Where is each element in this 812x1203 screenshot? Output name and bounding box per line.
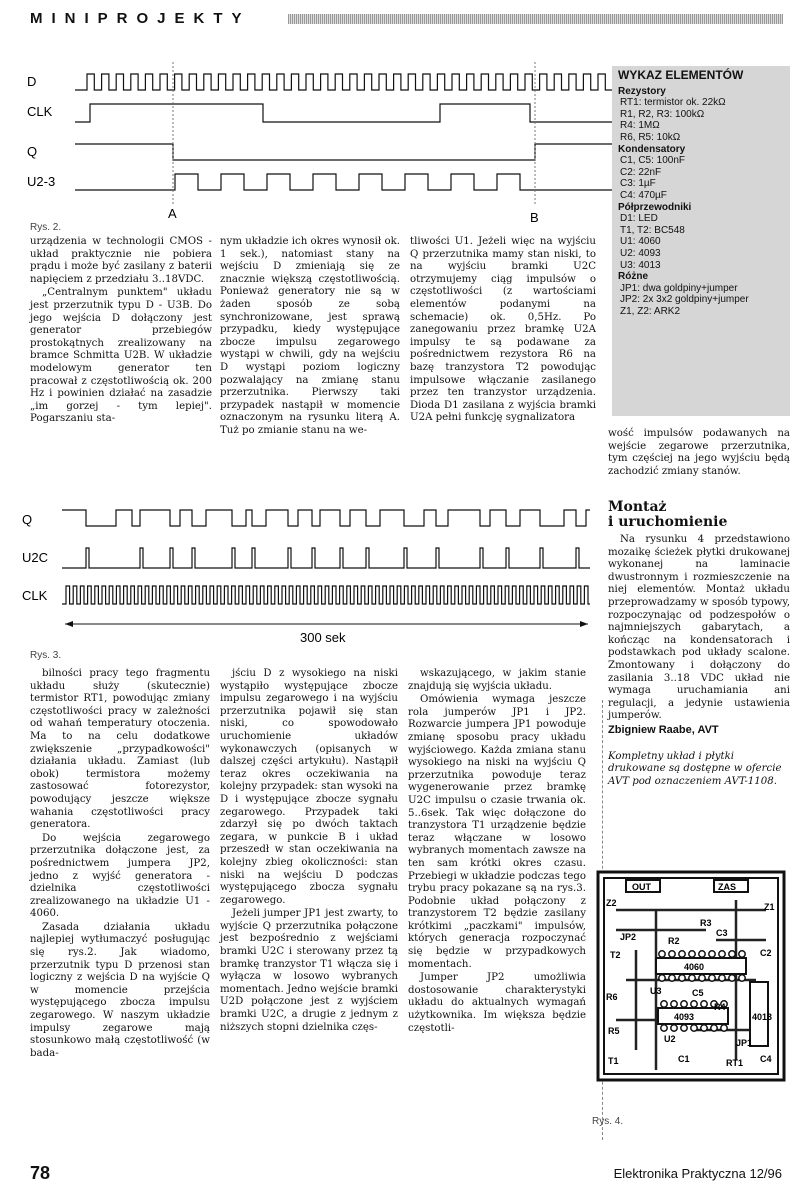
parts-item: U3: 4013 [620, 259, 661, 271]
pcb-label: RT1 [726, 1058, 744, 1068]
pad [739, 975, 745, 981]
pad [681, 1025, 687, 1031]
parts-category: Różne [618, 271, 648, 283]
pcb-label: Z2 [606, 898, 617, 908]
pad [719, 975, 725, 981]
signal-label: CLK [22, 588, 48, 603]
montaz-title-2: i uruchomienie [608, 514, 728, 530]
pcb-label: 4093 [674, 1012, 695, 1022]
parts-category: Rezystory [618, 85, 666, 97]
fig3-caption: Rys. 3. [30, 650, 62, 661]
signal-clk [62, 586, 590, 604]
paragraph: bilności pracy tego fragmentu układu służy (skutecznie) termistor RT1, powodując zmiany częstotliwości pracy w zależności od wahań temperatury otoczenia. Ma to na celu dodatkowe zwiększenie „przypadkowości" działania układu. Zamiast (lub obok) termistora możemy zastosować fotorezystor, powodujący jeszcze większe wahania częstotliwości pracy generatora. [30, 668, 210, 831]
pad [671, 1025, 677, 1031]
parts-item: U1: 4060 [620, 236, 661, 248]
signal-label: U2-3 [27, 174, 56, 189]
pad [701, 1025, 707, 1031]
pcb-label: 4013 [752, 1012, 773, 1022]
pcb-label: 4060 [684, 962, 705, 972]
column-4-montaz [608, 500, 790, 789]
parts-list [612, 66, 790, 416]
pad [679, 975, 685, 981]
pad [719, 951, 725, 957]
parts-item: R4: 1MΩ [620, 120, 660, 132]
signal-label: D [27, 74, 37, 89]
paragraph: jściu D z wysokiego na niski wystąpiło występujące zbocze impulsu zegarowego i na wyjściu przerzutnika pojawił się stan niski, co spowodowało uruchomienie układów wykonawczych (opisanych w dalszej części artykułu). Nastąpił teraz okres oczekiwania na kolejny przypadek: stan wysoki na D i występujące zbocze sygnału zegarowego. Przypadek taki zdarzył się po dwóch taktach zegara, w punkcie B i układ przeszedł w stan oczekiwania na kolejny zbieg okoliczności: stan niski na wejściu D podczas występującego zbocza sygnału zegarowego. [220, 668, 398, 906]
paragraph: nym układzie ich okres wynosił ok. 1 sek.), natomiast stany na wejściu D zmieniają się ze znacznie większą częstotliwością. Ponieważ generatory nie są w żaden sposób ze sobą synchronizowane, jest sprawą przypadku, kiedy występujące zbocze impulsu zegarowego wystąpi w chwili, gdy na wejściu D wystąpi poziom logiczny pozwalający na zmianę stanu przerzutnika. Pierwszy taki przypadek nastąpił w momencie oznaczonym na rysunku literą A. Tuż po zmianie stanu na we- [220, 236, 400, 436]
column-2-top [220, 236, 400, 439]
pad [739, 951, 745, 957]
parts-item: Z1, Z2: ARK2 [620, 305, 681, 317]
column-1-top [30, 236, 212, 427]
pad [689, 951, 695, 957]
arrow-head-right [580, 621, 588, 627]
header-bar [288, 14, 783, 24]
signal-label: CLK [27, 104, 53, 119]
paragraph: Zasada działania układu najlepiej wytłumaczyć posługując się rys.2. Jak wiadomo, przerzutnik typu D przenosi stan logiczny z wejścia D na wyjście Q w momencie przejścia występującego zbocza impulsu zegarowego. W naszym układzie impulsy zegarowe mają stosunkowo małą częstotliwość (w bada- [30, 921, 210, 1059]
paragraph: Jumper JP2 umożliwia dostosowanie charakterystyki układu do aktualnych wymagań użytkownika. Im większa będzie częstotli- [408, 972, 586, 1034]
pad [669, 951, 675, 957]
pcb-label: C5 [692, 988, 704, 998]
pad [729, 975, 735, 981]
pad [681, 1001, 687, 1007]
montaz-text [608, 534, 790, 723]
timing-diagram-fig3 [20, 496, 600, 646]
author: Zbigniew Raabe, AVT [608, 723, 719, 736]
offer-text: Kompletny układ i płytki drukowane są dostępne w ofercie AVT pod oznaczeniem AVT-1108. [608, 750, 782, 787]
parts-item: R6, R5: 10kΩ [620, 131, 681, 143]
timing-diagram-fig2 [25, 62, 615, 232]
column-2-bottom [220, 668, 398, 1035]
paragraph: Do wejścia zegarowego przerzutnika dołączone jest, za pośrednictwem jumpera JP2, jedno z wyjść generatora - dzielnika częstotliwości zrealizowanego na układzie U1 - 4060. [30, 832, 210, 920]
pcb-label: JP2 [620, 932, 637, 942]
pcb-label: R2 [668, 936, 680, 946]
parts-item: U2: 4093 [620, 247, 661, 259]
parts-item: T1, T2: BC548 [620, 224, 685, 236]
signal-label: U2C [22, 550, 49, 565]
pcb-label: JP1 [736, 1038, 753, 1048]
paragraph: wskazującego, w jakim stanie znajdują się wyjścia układu. [408, 668, 586, 692]
parts-item: D1: LED [620, 213, 658, 225]
pad [689, 975, 695, 981]
pad [691, 1001, 697, 1007]
pad [701, 1001, 707, 1007]
pad [699, 951, 705, 957]
parts-item: C4: 470µF [620, 189, 667, 201]
pcb-label: Z1 [764, 902, 775, 912]
pcb-label: T1 [608, 1056, 619, 1066]
signal-q [62, 510, 590, 526]
section-header: MINIPROJEKTY [30, 10, 251, 27]
signal-q [75, 144, 613, 160]
column-4-top [608, 428, 790, 479]
pcb-label: C1 [678, 1054, 690, 1064]
paragraph: „Centralnym punktem" układu jest przerzutnik typu D - U3B. Do jego wejścia D dołączony jest generator przebiegów prostokątnych zrealizowany na bramce Schmitta U2B. W układzie modelowym generator ten pracował z częstotliwością ok. 200 Hz i powinien działać na zasadzie „im gorzej - tym lepiej". Pogarszaniu sta- [30, 287, 212, 425]
pad [659, 975, 665, 981]
pcb-label: C3 [716, 928, 728, 938]
column-3-bottom [408, 668, 586, 1036]
signal-d [75, 74, 613, 90]
parts-item: RT1: termistor ok. 22kΩ [620, 97, 726, 109]
signal-u23 [75, 174, 613, 190]
signal-clk [75, 104, 613, 122]
parts-item: R1, R2, R3: 100kΩ [620, 108, 705, 120]
pad [699, 975, 705, 981]
montaz-title-1: Montaż [608, 499, 667, 515]
pcb-label: R6 [606, 992, 618, 1002]
paragraph: wość impulsów podawanych na wejście zegarowe przerzutnika, tym częściej na jego wyjściu będą zachodzić zmiany stanów. [608, 428, 790, 477]
pad [711, 1025, 717, 1031]
pcb-label: OUT [632, 882, 651, 892]
signal-u2c [62, 548, 590, 568]
pcb-label: C4 [760, 1054, 772, 1064]
pad [661, 1001, 667, 1007]
marker-a: A [168, 206, 177, 221]
column-3-top [410, 236, 596, 426]
pcb-layout-fig4 [596, 870, 786, 1082]
pcb-label: R5 [608, 1026, 620, 1036]
pcb-label: T2 [610, 950, 621, 960]
pad [709, 975, 715, 981]
pad [679, 951, 685, 957]
parts-item: JP2: 2x 3x2 goldpiny+jumper [620, 294, 749, 306]
duration-label: 300 sek [300, 630, 346, 645]
parts-item: C1, C5: 100nF [620, 155, 686, 167]
pcb-label: ZAS [718, 882, 736, 892]
column-1-bottom [30, 668, 210, 1061]
fig2-caption: Rys. 2. [30, 222, 62, 233]
pad [721, 1025, 727, 1031]
page-number: 78 [30, 1163, 51, 1183]
paragraph: Jeżeli jumper JP1 jest zwarty, to wyjście Q przerzutnika połączone jest bezpośrednio z wejściami bramki U2C i sterowany przez tą bramkę tranzystor T1 włącza się i wyłącza w losowo wybranych momentach. Jedno wejście bramki U2D połączone jest z wyjściem bramki U2C, a drugie z jednym z niższych stopni dzielnika częs- [220, 908, 398, 1033]
pad [671, 1001, 677, 1007]
pcb-label: R4 [714, 1002, 726, 1012]
marker-b: B [530, 210, 539, 225]
parts-title: WYKAZ ELEMENTÓW [618, 68, 744, 82]
parts-item: JP1: dwa goldpiny+jumper [620, 282, 738, 294]
arrow-head-left [65, 621, 73, 627]
pad [691, 1025, 697, 1031]
paragraph: urządzenia w technologii CMOS - układ praktycznie nie pobiera prądu i może być zasilany z baterii napięciem z przedziału 3..18VDC. [30, 236, 212, 285]
signal-label: Q [27, 144, 38, 159]
pad [661, 1025, 667, 1031]
pcb-label: C2 [760, 948, 772, 958]
pad [669, 975, 675, 981]
paragraph: Omówienia wymaga jeszcze rola jumperów JP1 i JP2. Rozwarcie jumpera JP1 powoduje zmianę sposobu pracy układu wyjściowego. Każda zmiana stanu wysokiego na niski na wyjściu Q przerzutnika powoduje teraz wygenerowanie przez bramkę U2C impulsu o czasie trwania ok. 5..6sek. Tak więc dołączone do tranzystora T1 urządzenie będzie teraz włączane w losowo wybranych momentach zawsze na ten sam krótki okres czasu. Przebiegi w układzie podczas tego trybu pracy pokazane są na rys.3. Podobnie układ połączony z tranzystorem T2 będzie zasilany krótkimi „paczkami" impulsów, których generacja rozpoczynać się będzie w przypadkowych momentach. [408, 694, 586, 970]
pad [709, 951, 715, 957]
pcb-label: U3 [650, 986, 662, 996]
parts-category: Kondensatory [618, 143, 686, 155]
signal-label: Q [22, 512, 33, 527]
paragraph: Na rysunku 4 przedstawiono mozaikę ścieżek płytki drukowanej wykonanej na laminacie dwustronnym i rozmieszczenie na niej elementów. Montaż układu przeprowadzamy w sposób typowy, rozpoczynając od podzespołów o najmniejszych gabarytach, a kończąc na kondensatorach i podstawkach pod układy scalone. Zmontowany i dołączony do zasilania 3..18 VDC układ nie wymaga uruchamiania ani regulacji, a jedynie ustawienia jumperów. [608, 534, 790, 722]
paragraph: tliwości U1. Jeżeli więc na wyjściu Q przerzutnika mamy stan niski, to na wyjściu bramki U2C otrzymujemy ciąg impulsów o częstotliwości (z wartościami elementów podanymi na schemacie) ok. 0,5Hz. Po zanegowaniu przez bramkę U2A impulsy te są podawane za pośrednictwem rezystora R6 na bazę tranzystora T2 powodując impulsowe włączanie zasilanego przez ten tranzystor urządzenia. Dioda D1 zasilana z wyjścia bramki U2A pełni funkcję sygnalizatora [410, 236, 596, 424]
pad [729, 951, 735, 957]
parts-category: Półprzewodniki [618, 201, 692, 213]
fig4-caption: Rys. 4. [592, 1116, 624, 1127]
pcb-label: R3 [700, 918, 712, 928]
parts-item: C2: 22nF [620, 166, 662, 178]
pad [659, 951, 665, 957]
magazine-name: Elektronika Praktyczna 12/96 [613, 1166, 782, 1181]
parts-item: C3: 1µF [620, 178, 656, 190]
pcb-label: U2 [664, 1034, 676, 1044]
